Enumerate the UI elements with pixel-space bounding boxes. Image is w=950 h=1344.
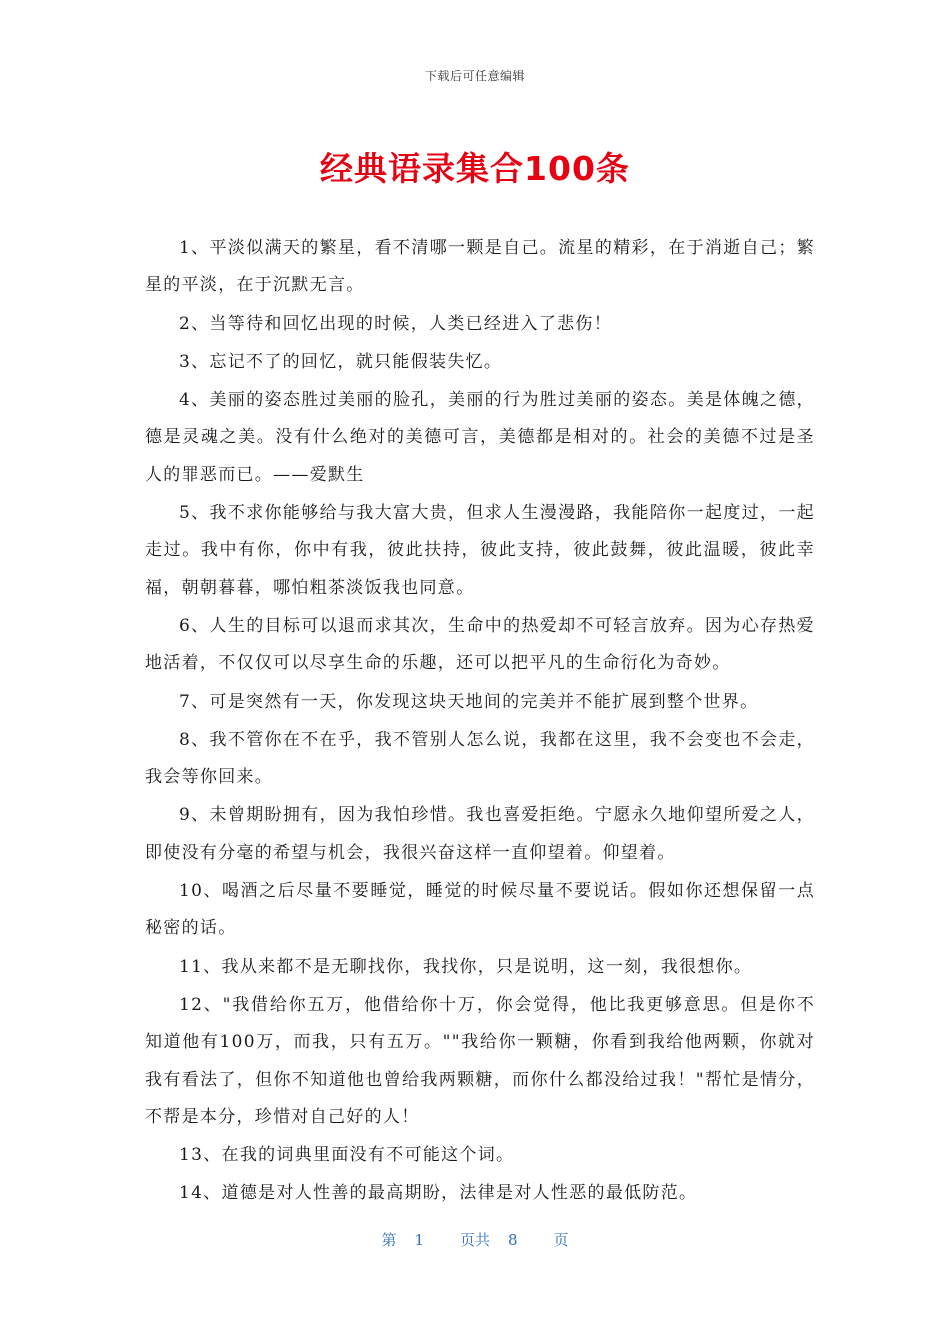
quote-paragraph-10: 10、喝酒之后尽量不要睡觉，睡觉的时候尽量不要说话。假如你还想保留一点秘密的话。 (145, 881, 815, 939)
quote-paragraph-11: 11、我从来都不是无聊找你，我找你，只是说明，这一刻，我很想你。 (179, 956, 753, 977)
quote-paragraph-3: 3、忘记不了的回忆，就只能假装失忆。 (179, 351, 503, 372)
quote-paragraph-8: 8、我不管你在不在乎，我不管别人怎么说，我都在这里，我不会变也不会走，我会等你回来。 (145, 729, 815, 788)
footer-label-total: 页共 (459, 1231, 490, 1249)
page-footer (0, 1229, 950, 1250)
footer-label-end: 页 (553, 1231, 569, 1249)
quote-paragraph-9: 9、未曾期盼拥有，因为我怕珍惜。我也喜爱拒绝。宁愿永久地仰望所爱之人，即使没有分毫的希望与机会，我很兴奋这样一直仰望着。仰望着。 (145, 805, 815, 863)
footer-label-page: 第 (381, 1231, 397, 1249)
document-title: 经典语录集合100条 (320, 149, 630, 188)
quote-paragraph-12: 12、"我借给你五万，他借给你十万，你会觉得，他比我更够意思。但是你不知道他有100万，而我，只有五万。""我给你一颗糖，你看到我给他两颗，你就对我有看法了，但你不知道他也曾给我两颗糖，而你什么都没给过我！"帮忙是情分，不帮是本分，珍惜对自己好的人！ (145, 994, 815, 1127)
page-header-note: 下载后可任意编辑 (424, 69, 525, 83)
quote-paragraph-6: 6、人生的目标可以退而求其次，生命中的热爱却不可轻言放弃。因为心存热爱地活着，不仅仅可以尽享生命的乐趣，还可以把平凡的生命衍化为奇妙。 (145, 615, 815, 674)
quote-paragraph-4: 4、美丽的姿态胜过美丽的脸孔，美丽的行为胜过美丽的姿态。美是体魄之德，德是灵魂之美。没有什么绝对的美德可言，美德都是相对的。社会的美德不过是圣人的罪恶而已。——爱默生 (145, 390, 815, 485)
footer-current-page: 1 (414, 1231, 424, 1249)
quote-paragraph-2: 2、当等待和回忆出现的时候，人类已经进入了悲伤！ (179, 313, 613, 334)
quote-paragraph-14: 14、道德是对人性善的最高期盼，法律是对人性恶的最低防范。 (179, 1183, 698, 1204)
footer-total-pages: 8 (508, 1231, 518, 1249)
quote-paragraph-1: 1、平淡似满天的繁星，看不清哪一颗是自己。流星的精彩，在于消逝自己；繁星的平淡，在于沉默无言。 (145, 238, 815, 296)
quote-list (145, 230, 815, 1214)
quote-paragraph-13: 13、在我的词典里面没有不可能这个词。 (179, 1145, 515, 1166)
quote-paragraph-5: 5、我不求你能够给与我大富大贵，但求人生漫漫路，我能陪你一起度过，一起走过。我中有你，你中有我，彼此扶持，彼此支持，彼此鼓舞，彼此温暖，彼此幸福，朝朝暮暮，哪怕粗茶淡饭我也同意。 (145, 503, 815, 598)
quote-paragraph-7: 7、可是突然有一天，你发现这块天地间的完美并不能扩展到整个世界。 (179, 691, 759, 712)
